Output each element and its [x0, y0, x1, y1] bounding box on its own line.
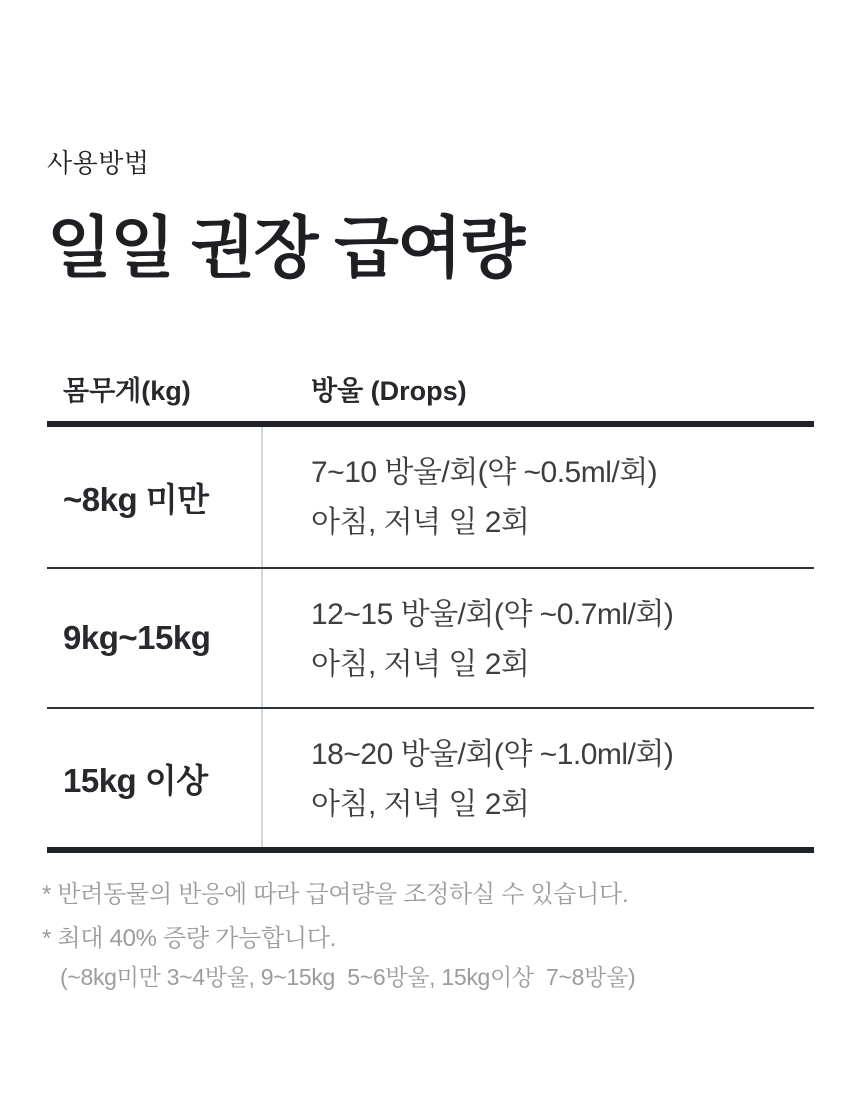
weight-cell: ~8kg 미만	[47, 427, 263, 567]
column-header-weight: 몸무게(kg)	[63, 376, 191, 407]
dose-frequency: 아침, 저녁 일 2회	[311, 648, 530, 682]
dosage-table	[47, 369, 814, 853]
footnotes	[42, 881, 814, 991]
dose-amount: 18~20 방울/회(약 ~1.0ml/회)	[311, 738, 674, 772]
dose-frequency: 아침, 저녁 일 2회	[311, 506, 530, 540]
table-body	[47, 421, 814, 853]
table-row	[47, 707, 814, 847]
dose-cell	[263, 709, 814, 847]
page-title: 일일 권장 급여량	[47, 211, 524, 286]
weight-cell: 15kg 이상	[47, 709, 263, 847]
footnote-adjust-amount: * 반려동물의 반응에 따라 급여량을 조정하실 수 있습니다.	[42, 881, 629, 909]
table-row	[47, 427, 814, 567]
dose-cell	[263, 569, 814, 707]
footnote-max-increase: * 최대 40% 증량 가능합니다.	[42, 925, 336, 953]
table-header-row	[47, 369, 814, 421]
column-header-drops: 방울 (Drops)	[311, 376, 467, 407]
weight-cell: 9kg~15kg	[47, 569, 263, 707]
dose-amount: 7~10 방울/회(약 ~0.5ml/회)	[311, 456, 658, 490]
footnote-increase-detail: (~8kg미만 3~4방울, 9~15kg 5~6방울, 15kg이상 7~8방울)	[60, 964, 636, 991]
dose-frequency: 아침, 저녁 일 2회	[311, 788, 530, 822]
table-row	[47, 567, 814, 707]
dose-amount: 12~15 방울/회(약 ~0.7ml/회)	[311, 598, 674, 632]
section-label: 사용방법	[47, 148, 150, 178]
dose-cell	[263, 427, 814, 567]
